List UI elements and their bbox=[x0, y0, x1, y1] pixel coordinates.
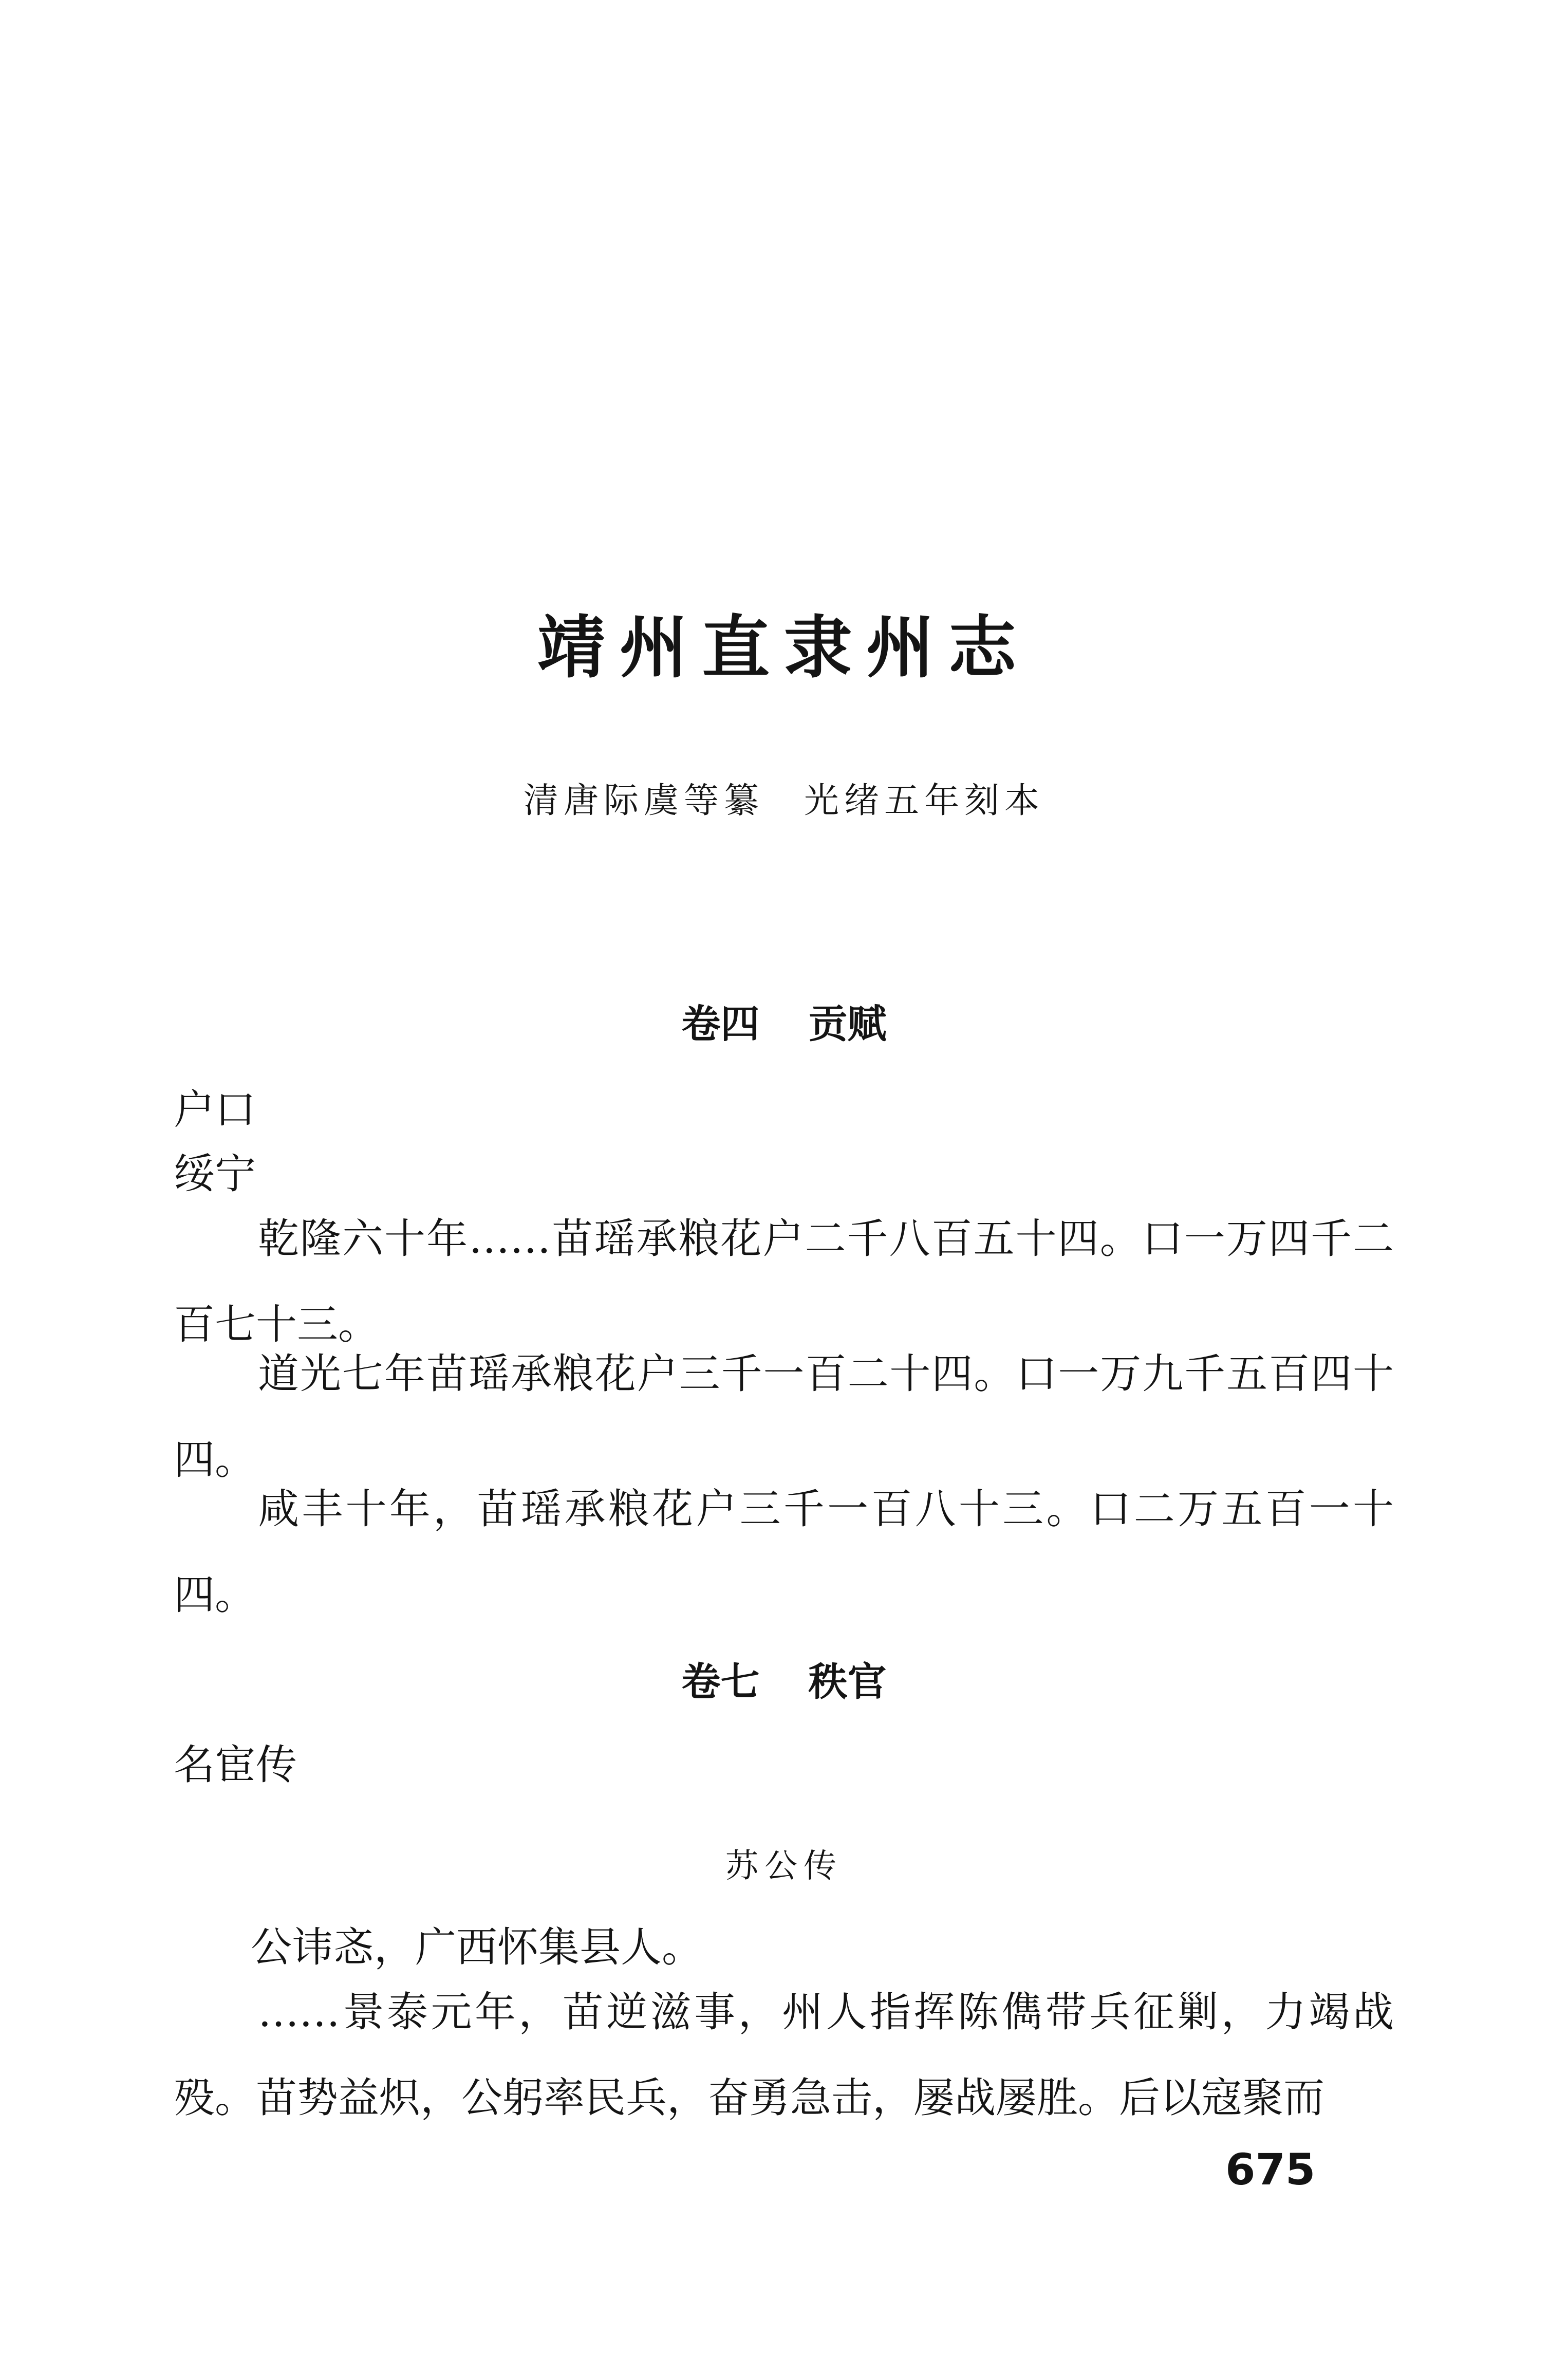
biography-intro: 公讳忞，广西怀集县人。 bbox=[251, 1923, 703, 1971]
document-title: 靖州直隶州志 bbox=[537, 608, 1031, 688]
section-juan-number: 卷七 bbox=[681, 1659, 760, 1704]
suining-label: 绥宁 bbox=[174, 1150, 256, 1198]
record-daoguang: 道光七年苗瑶承粮花户三千一百二十四。口一万九千五百四十四。 bbox=[174, 1350, 1394, 1484]
document-subtitle: 清唐际虞等纂 光绪五年刻本 bbox=[523, 781, 1044, 821]
biography-body: ……景泰元年，苗逆滋事，州人指挥陈儁带兵征剿，力竭战殁。苗势益炽，公躬率民兵，奋勇急击，屡战屡胜。后以寇聚而 bbox=[174, 1988, 1394, 2122]
section-name: 秩官 bbox=[808, 1659, 887, 1704]
section-heading-juan7 bbox=[0, 1659, 1568, 1704]
biography-title: 苏公传 bbox=[725, 1847, 843, 1885]
page-number: 675 bbox=[1225, 2144, 1316, 2195]
section-juan-number: 卷四 bbox=[681, 1001, 760, 1047]
section-name: 贡赋 bbox=[808, 1001, 887, 1047]
hukou-label: 户口 bbox=[174, 1086, 256, 1134]
section-heading-juan4 bbox=[0, 1001, 1568, 1047]
mingyi-label: 名宦传 bbox=[174, 1741, 297, 1789]
record-qianlong: 乾隆六十年……苗瑶承粮花户二千八百五十四。口一万四千二百七十三。 bbox=[174, 1215, 1394, 1348]
record-xianfeng: 咸丰十年，苗瑶承粮花户三千一百八十三。口二万五百一十四。 bbox=[174, 1485, 1394, 1619]
